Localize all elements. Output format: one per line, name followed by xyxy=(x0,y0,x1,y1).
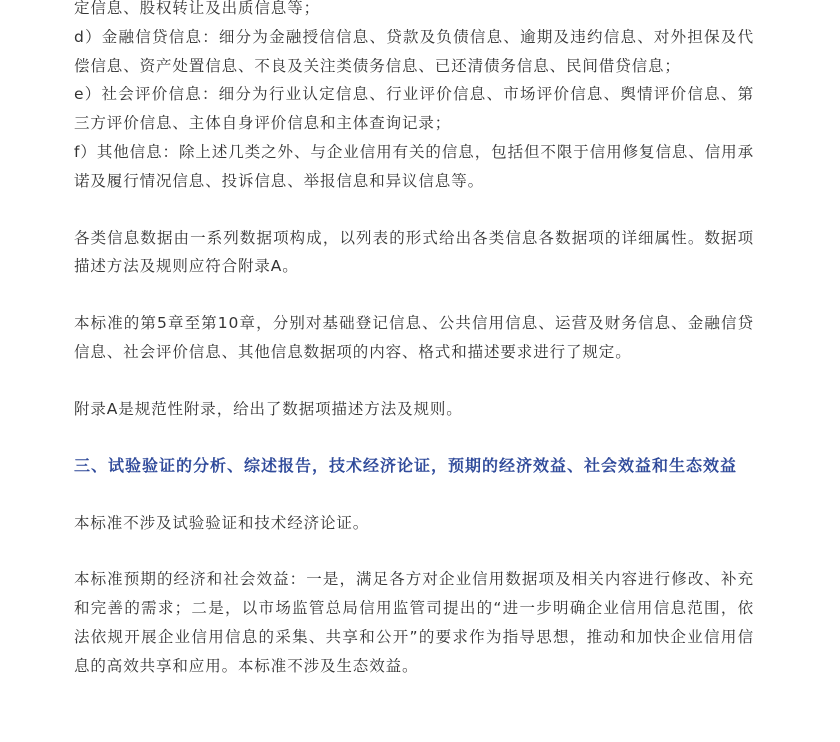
document-body xyxy=(74,0,754,681)
paragraph-appendix: 附录A是规范性附录，给出了数据项描述方法及规则。 xyxy=(74,399,463,418)
list-item-f: f）其他信息：除上述几类之外、与企业信用有关的信息，包括但不限于信用修复信息、信用承诺及履行情况信息、投诉信息、举报信息和异议信息等。 xyxy=(74,142,754,190)
spacer xyxy=(74,481,754,509)
spacer xyxy=(74,424,754,450)
paragraph-chapters: 本标准的第5章至第10章，分别对基础登记信息、公共信用信息、运营及财务信息、金融信贷信息、社会评价信息、其他信息数据项的内容、格式和描述要求进行了规定。 xyxy=(74,314,754,361)
spacer xyxy=(74,367,754,395)
paragraph-benefits: 本标准预期的经济和社会效益：一是，满足各方对企业信用数据项及相关内容进行修改、补充和完善的需求；二是，以市场监管总局信用监管司提出的“进一步明确企业信用信息范围，依法依规开展企业信用信息的采集、共享和公开”的要求作为指导思想，推动和加快企业信用信息的高效共享和应用。本标准不涉及生态效益。 xyxy=(74,570,754,675)
list-item-e: e）社会评价信息：细分为行业认定信息、行业评价信息、市场评价信息、舆情评价信息、第三方评价信息、主体自身评价信息和主体查询记录； xyxy=(74,85,754,133)
spacer xyxy=(74,537,754,565)
list-item-d: d）金融信贷信息：细分为金融授信信息、贷款及负债信息、逾期及违约信息、对外担保及代偿信息、资产处置信息、不良及关注类债务信息、已还清债务信息、民间借贷信息； xyxy=(74,27,754,75)
spacer xyxy=(74,196,754,224)
paragraph-no-verification: 本标准不涉及试验验证和技术经济论证。 xyxy=(74,513,370,532)
spacer xyxy=(74,281,754,309)
section-heading: 三、试验验证的分析、综述报告，技术经济论证，预期的经济效益、社会效益和生态效益 xyxy=(74,455,738,475)
list-item-c-tail: 定信息、股权转让及出质信息等； xyxy=(74,0,321,17)
paragraph-data-items: 各类信息数据由一系列数据项构成，以列表的形式给出各类信息各数据项的详细属性。数据项描述方法及规则应符合附录A。 xyxy=(74,228,754,276)
